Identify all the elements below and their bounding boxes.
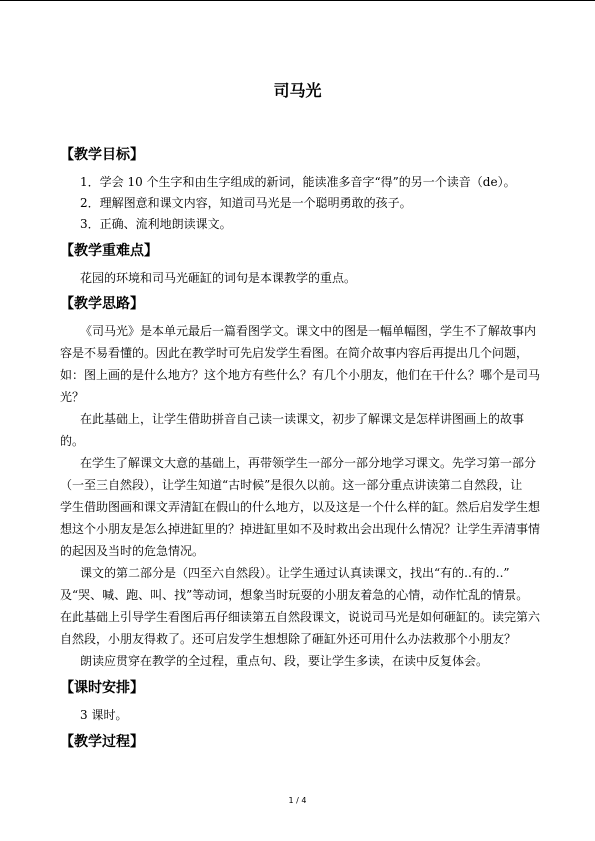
section-heading-schedule: 【课时安排】 (60, 680, 144, 696)
section-heading-keypoints: 【教学重难点】 (60, 243, 158, 259)
approach-line: 在此基础上，让学生借助拼音自己读一读课文，初步了解课文是怎样讲图画上的故事 (80, 412, 525, 426)
approach-line: （一至三自然段），让学生知道“古时候”是很久以前。这一部分重点讲读第二自然段，让 (60, 478, 523, 492)
approach-line: 《司马光》是本单元最后一篇看图学文。课文中的图是一幅单幅图，学生不了解故事内 (80, 324, 537, 338)
page-number: 1 / 4 (288, 796, 307, 805)
schedule-text: 3 课时。 (80, 708, 128, 722)
top-rule (0, 0, 595, 1)
approach-line: 的。 (60, 434, 85, 448)
approach-line: 如：图上画的是什么地方？这个地方有些什么？有几个小朋友，他们在干什么？哪个是司马 (60, 368, 541, 382)
approach-line: 及“哭、喊、跑、叫、找”等动词，想象当时玩耍的小朋友着急的心情，动作忙乱的情景。 (60, 588, 529, 602)
approach-line: 朗读应贯穿在教学的全过程，重点句、段，要让学生多读，在读中反复体会。 (80, 654, 489, 668)
approach-line: 自然段，小朋友得救了。还可启发学生想想除了砸缸外还可用什么办法救那个小朋友？ (60, 632, 517, 646)
approach-line: 在学生了解课文大意的基础上，再带领学生一部分一部分地学习课文。先学习第一部分 (80, 456, 537, 470)
approach-line: 光？ (60, 390, 85, 404)
approach-line: 课文的第二部分是（四至六自然段）。让学生通过认真读课文，找出“有的..有的..” (80, 566, 510, 580)
section-heading-goals: 【教学目标】 (60, 147, 144, 163)
document-title: 司马光 (273, 81, 322, 100)
approach-line: 在此基础上引导学生看图后再仔细读第五自然段课文，说说司马光是如何砸缸的。读完第六 (60, 610, 541, 624)
goal-item: 2．理解图意和课文内容，知道司马光是一个聪明勇敢的孩子。 (80, 196, 412, 210)
section-heading-process: 【教学过程】 (60, 734, 144, 750)
approach-line: 学生借助图画和课文弄清缸在假山的什么地方，以及这是一个什么样的缸。然后启发学生想 (60, 500, 541, 514)
section-heading-approach: 【教学思路】 (60, 296, 144, 312)
keypoints-text: 花园的环境和司马光砸缸的词句是本课教学的重点。 (80, 271, 357, 285)
approach-line: 容是不易看懂的。因此在教学时可先启发学生看图。在简介故事内容后再提出几个问题， (60, 346, 529, 360)
goal-item: 3．正确、流利地朗读课文。 (80, 217, 232, 231)
approach-line: 的起因及当时的危急情况。 (60, 544, 205, 558)
approach-line: 想这个小朋友是怎么掉进缸里的？掉进缸里如不及时救出会出现什么情况？让学生弄清事情 (60, 522, 541, 536)
goal-item: 1．学会 10 个生字和由生字组成的新词，能读准多音字“得”的另一个读音（de）。 (80, 175, 516, 189)
